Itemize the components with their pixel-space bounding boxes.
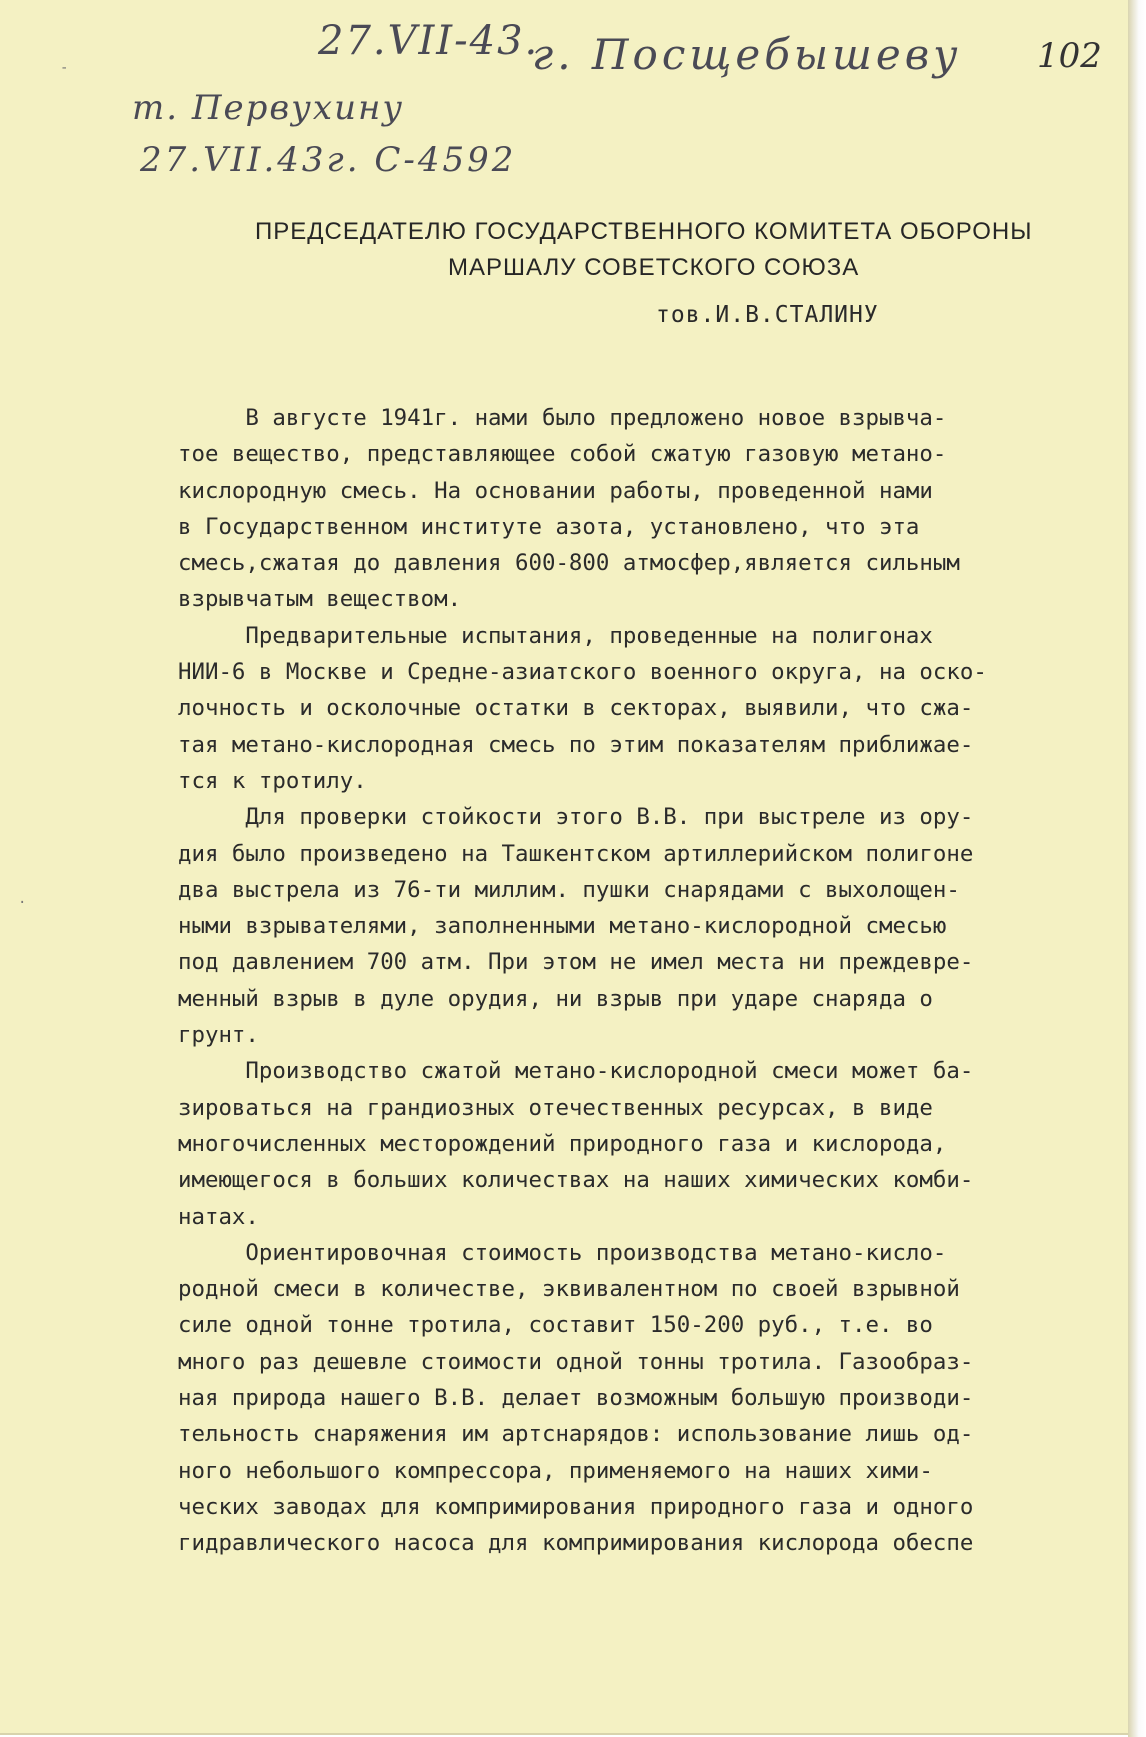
body-line: гидравлического насоса для компримирования кислорода обеспе	[178, 1530, 974, 1557]
page-number: 102	[1037, 36, 1102, 76]
body-line: многочисленных месторождений природного газа и кислорода,	[178, 1130, 947, 1157]
handwritten-reference: 27.VII.43г. С-4592	[140, 140, 517, 180]
body-line: ными взрывателями, заполненными метано-кислородной смесью	[178, 913, 947, 940]
body-line: тое вещество, представляющее собой сжатую газовую метано-	[178, 441, 947, 468]
handwritten-date: 27.VII-43.	[318, 18, 540, 64]
body-line: Для проверки стойкости этого В.В. при выстреле из ору-	[178, 804, 974, 831]
body-line: тельность снаряжения им артснарядов: использование лишь од-	[178, 1421, 974, 1448]
body-line: менный взрыв в дуле орудия, ни взрыв при ударе снаряда о	[178, 985, 933, 1012]
body-line: натах.	[178, 1203, 259, 1230]
heading-line-1: ПРЕДСЕДАТЕЛЮ ГОСУДАРСТВЕННОГО КОМИТЕТА ОБОРОНЫ	[255, 218, 1033, 245]
body-line: грунт.	[178, 1022, 259, 1049]
handwritten-destination: г. Посщебышеву	[532, 30, 962, 79]
body-line: тая метано-кислородная смесь по этим показателям приближае-	[178, 731, 974, 758]
body-line: Ориентировочная стоимость производства метано-кисло-	[178, 1239, 947, 1266]
body-line: ного небольшого компрессора, применяемого на наших хими-	[178, 1457, 933, 1484]
body-line: лочность и осколочные остатки в секторах, выявили, что сжа-	[178, 695, 974, 722]
body-line: много раз дешевле стоимости одной тонны тротила. Газообраз-	[178, 1348, 974, 1375]
body-line: под давлением 700 атм. При этом не имел места ни преждевре-	[178, 949, 974, 976]
body-line: в Государственном институте азота, установлено, что эта	[178, 513, 920, 540]
body-line: тся к тротилу.	[178, 767, 367, 794]
margin-mark: ·	[18, 895, 27, 911]
body-line: силе одной тонне тротила, составит 150-200 руб., т.е. во	[178, 1312, 933, 1339]
body-line: Предварительные испытания, проведенные на полигонах	[178, 622, 933, 649]
page-edge	[1128, 0, 1146, 1737]
body-line: ческих заводах для компримирования природного газа и одного	[178, 1493, 974, 1520]
body-line: НИИ-6 в Москве и Средне-азиатского военного округа, на оско-	[178, 659, 987, 686]
letter-body	[178, 400, 1108, 1562]
body-line: ная природа нашего В.В. делает возможным большую производи-	[178, 1385, 974, 1412]
body-line: родной смеси в количестве, эквивалентном по своей взрывной	[178, 1276, 960, 1303]
body-line: Производство сжатой метано-кислородной смеси может ба-	[178, 1058, 974, 1085]
heading-line-3: тов.И.В.СТАЛИНУ	[656, 302, 879, 328]
body-line: кислородную смесь. На основании работы, проведенной нами	[178, 477, 933, 504]
handwritten-addressee-note: т. Первухину	[132, 88, 405, 128]
body-line: взрывчатым веществом.	[178, 586, 462, 613]
body-line: зироваться на грандиозных отечественных ресурсах, в виде	[178, 1094, 933, 1121]
body-line: дия было произведено на Ташкентском артиллерийском полигоне	[178, 840, 974, 867]
margin-mark: -	[60, 60, 69, 76]
heading-line-2: МАРШАЛУ СОВЕТСКОГО СОЮЗА	[448, 254, 860, 281]
body-line: В августе 1941г. нами было предложено новое взрывча-	[178, 405, 947, 431]
body-line: два выстрела из 76-ти миллим. пушки снарядами с выхолощен-	[178, 876, 960, 903]
body-line: имеющегося в больших количествах на наших химических комби-	[178, 1167, 974, 1194]
body-line: смесь,сжатая до давления 600-800 атмосфер,является сильным	[178, 550, 960, 577]
